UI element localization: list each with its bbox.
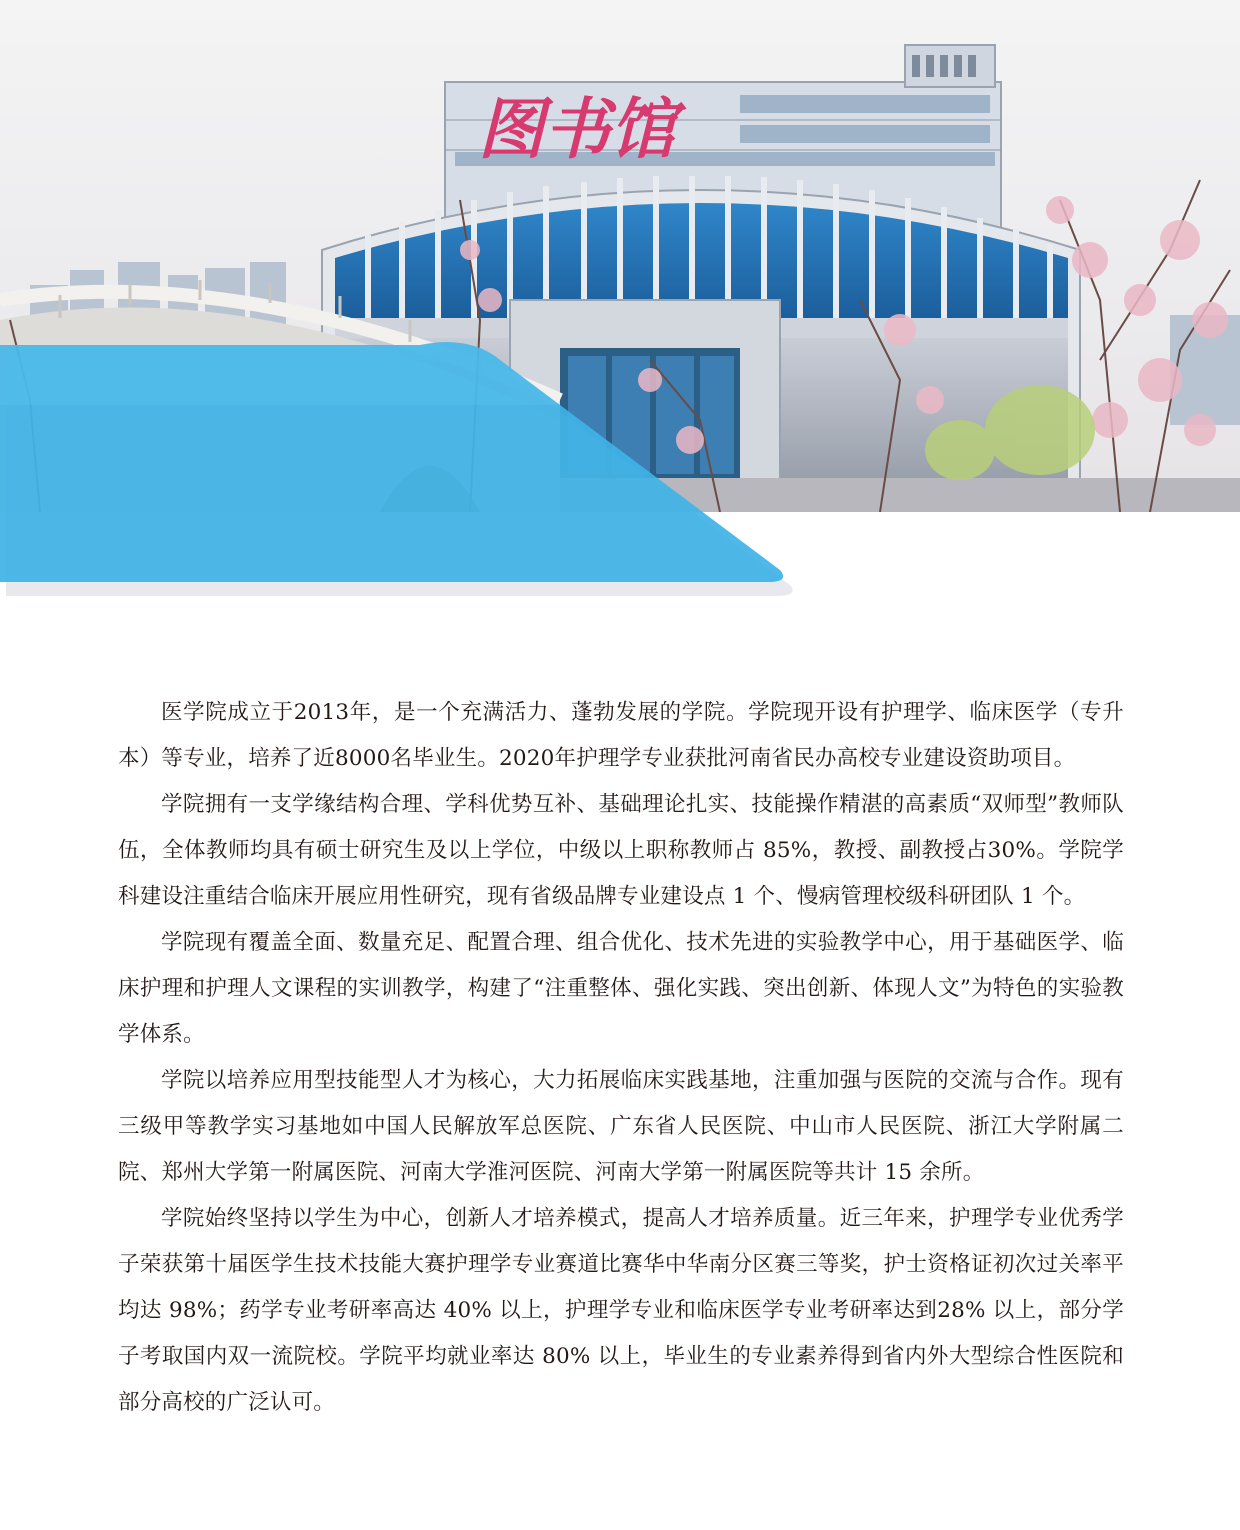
- article-body: [118, 690, 1124, 1426]
- paragraph-lab-center: 学院现有覆盖全面、数量充足、配置合理、组合优化、技术先进的实验教学中心，用于基础医学、临床护理和护理人文课程的实训教学，构建了“注重整体、强化实践、突出创新、体现人文”为特色的实验教学体系。: [118, 930, 1124, 1047]
- ribbon-shape: [0, 330, 800, 605]
- paragraph-achievements: 学院始终坚持以学生为中心，创新人才培养模式，提高人才培养质量。近三年来，护理学专业优秀学子荣获第十届医学生技术技能大赛护理学专业赛道比赛华中华南分区赛三等奖，护士资格证初次过关率平均达 98%；药学专业考研率高达 40% 以上，护理学专业和临床医学专业考研率达到28% 以上，部分学子考取国内双一流院校。学院平均就业率达 80% 以上，毕业生的专业素养得到省内外大型综合性医院和部分高校的广泛认可。: [118, 1206, 1124, 1415]
- library-sign: 图书馆: [478, 90, 676, 168]
- paragraph-faculty: 学院拥有一支学缘结构合理、学科优势互补、基础理论扎实、技能操作精湛的高素质“双师型”教师队伍，全体教师均具有硕士研究生及以上学位，中级以上职称教师占 85%，教授、副教授占30%。学院学科建设注重结合临床开展应用性研究，现有省级品牌专业建设点 1 个、慢病管理校级科研团队 1 个。: [118, 792, 1124, 909]
- paragraph-intro: 医学院成立于2013年，是一个充满活力、蓬勃发展的学院。学院现开设有护理学、临床医学（专升本）等专业，培养了近8000名毕业生。2020年护理学专业获批河南省民办高校专业建设资助项目。: [118, 700, 1124, 771]
- page-title: 医学院: [128, 762, 335, 839]
- paragraph-practice-bases: 学院以培养应用型技能型人才为核心，大力拓展临床实践基地，注重加强与医院的交流与合作。现有三级甲等教学实习基地如中国人民解放军总医院、广东省人民医院、中山市人民医院、浙江大学附属二院、郑州大学第一附属医院、河南大学淮河医院、河南大学第一附属医院等共计 15 余所。: [118, 1068, 1124, 1185]
